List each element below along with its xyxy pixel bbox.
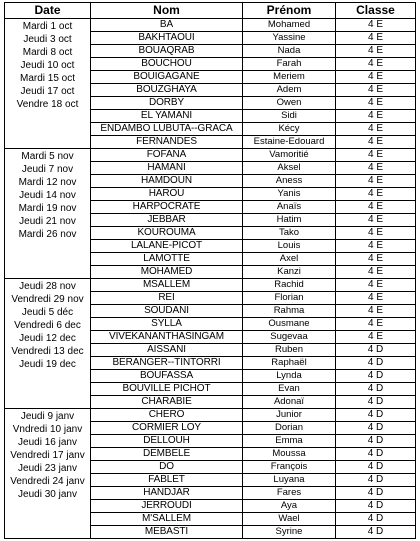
- classe-cell: 4 D: [336, 383, 416, 396]
- classe-cell: 4 E: [336, 227, 416, 240]
- date-entry: Vendredi 24 janv: [10, 476, 85, 487]
- header-classe: Classe: [336, 3, 416, 19]
- prenom-cell: Estaine-Edouard: [243, 136, 336, 149]
- nom-cell: FABLET: [91, 474, 243, 487]
- classe-cell: 4 E: [336, 318, 416, 331]
- classe-cell: 4 D: [336, 409, 416, 422]
- prenom-cell: Meriem: [243, 71, 336, 84]
- table-header: [5, 3, 416, 19]
- nom-cell: FOFANA: [91, 149, 243, 162]
- nom-cell: M'SALLEM: [91, 513, 243, 526]
- date-entry: Vendredi 13 dec: [11, 346, 84, 357]
- date-entry: Jeudi 14 nov: [19, 190, 76, 201]
- classe-cell: 4 E: [336, 58, 416, 71]
- prenom-cell: Luyana: [243, 474, 336, 487]
- date-entry: Vendre 18 oct: [16, 99, 79, 110]
- table-body: [5, 19, 416, 539]
- prenom-cell: Ousmane: [243, 318, 336, 331]
- date-cell: [5, 279, 91, 409]
- table-row: [5, 19, 416, 32]
- date-entry: Jeudi 10 oct: [20, 60, 75, 71]
- classe-cell: 4 D: [336, 500, 416, 513]
- date-entry: Mardi 15 oct: [19, 73, 76, 84]
- prenom-cell: Kécy: [243, 123, 336, 136]
- classe-cell: 4 E: [336, 71, 416, 84]
- nom-cell: MEBASTI: [91, 526, 243, 539]
- nom-cell: BOUAQRAB: [91, 45, 243, 58]
- prenom-cell: Anaïs: [243, 201, 336, 214]
- nom-cell: DELLOUH: [91, 435, 243, 448]
- prenom-cell: Fares: [243, 487, 336, 500]
- classe-cell: 4 E: [336, 188, 416, 201]
- classe-cell: 4 E: [336, 253, 416, 266]
- table-row: [5, 149, 416, 162]
- prenom-cell: Yanis: [243, 188, 336, 201]
- date-entry: Mardi 19 nov: [18, 203, 77, 214]
- classe-cell: 4 D: [336, 344, 416, 357]
- classe-cell: 4 D: [336, 422, 416, 435]
- nom-cell: BOUIGAGANE: [91, 71, 243, 84]
- nom-cell: LALANE-PICOT: [91, 240, 243, 253]
- prenom-cell: Evan: [243, 383, 336, 396]
- classe-cell: 4 D: [336, 357, 416, 370]
- nom-cell: HAMANI: [91, 162, 243, 175]
- nom-cell: CHERO: [91, 409, 243, 422]
- date-entry: Mardi 5 nov: [21, 151, 74, 162]
- nom-cell: BOUZGHAYA: [91, 84, 243, 97]
- classe-cell: 4 D: [336, 461, 416, 474]
- schedule-table: [4, 2, 416, 539]
- classe-cell: 4 E: [336, 162, 416, 175]
- nom-cell: FERNANDES: [91, 136, 243, 149]
- nom-cell: BOUCHOU: [91, 58, 243, 71]
- nom-cell: MSALLEM: [91, 279, 243, 292]
- classe-cell: 4 E: [336, 201, 416, 214]
- nom-cell: DEMBELE: [91, 448, 243, 461]
- table-row: [5, 279, 416, 292]
- prenom-cell: Owen: [243, 97, 336, 110]
- prenom-cell: Aya: [243, 500, 336, 513]
- nom-cell: VIVEKANANTHASINGAM: [91, 331, 243, 344]
- date-entry: Mardi 26 nov: [18, 229, 77, 240]
- nom-cell: REI: [91, 292, 243, 305]
- nom-cell: CORMIER LOY: [91, 422, 243, 435]
- date-cell: [5, 409, 91, 539]
- date-entry: Jeudi 12 dec: [19, 333, 76, 344]
- classe-cell: 4 E: [336, 97, 416, 110]
- table-row: [5, 409, 416, 422]
- prenom-cell: Sidi: [243, 110, 336, 123]
- nom-cell: CHARABIE: [91, 396, 243, 409]
- classe-cell: 4 D: [336, 396, 416, 409]
- nom-cell: SYLLA: [91, 318, 243, 331]
- nom-cell: BA: [91, 19, 243, 32]
- nom-cell: AISSANI: [91, 344, 243, 357]
- nom-cell: JEBBAR: [91, 214, 243, 227]
- date-entry: Jeudi 9 janv: [20, 411, 75, 422]
- date-entry: Mardi 1 oct: [22, 21, 73, 32]
- classe-cell: 4 E: [336, 305, 416, 318]
- prenom-cell: Nada: [243, 45, 336, 58]
- prenom-cell: Adonaï: [243, 396, 336, 409]
- prenom-cell: Vamoritié: [243, 149, 336, 162]
- classe-cell: 4 E: [336, 331, 416, 344]
- date-cell: [5, 19, 91, 149]
- prenom-cell: Rachid: [243, 279, 336, 292]
- date-entry: Jeudi 21 nov: [19, 216, 76, 227]
- nom-cell: HAROU: [91, 188, 243, 201]
- classe-cell: 4 D: [336, 487, 416, 500]
- classe-cell: 4 E: [336, 32, 416, 45]
- nom-cell: BOUFASSA: [91, 370, 243, 383]
- date-entry: Mardi 8 oct: [22, 47, 73, 58]
- prenom-cell: Lynda: [243, 370, 336, 383]
- nom-cell: HAMDOUN: [91, 175, 243, 188]
- prenom-cell: Dorian: [243, 422, 336, 435]
- classe-cell: 4 E: [336, 110, 416, 123]
- prenom-cell: Axel: [243, 253, 336, 266]
- nom-cell: BAKHTAOUI: [91, 32, 243, 45]
- nom-cell: LAMOTTE: [91, 253, 243, 266]
- date-entry: Jeudi 17 oct: [20, 86, 75, 97]
- date-entry: Jeudi 23 janv: [18, 463, 77, 474]
- classe-cell: 4 E: [336, 292, 416, 305]
- nom-cell: MOHAMED: [91, 266, 243, 279]
- date-entry: Vndredi 10 janv: [12, 424, 83, 435]
- prenom-cell: Yassine: [243, 32, 336, 45]
- classe-cell: 4 D: [336, 474, 416, 487]
- classe-cell: 4 D: [336, 526, 416, 539]
- nom-cell: DO: [91, 461, 243, 474]
- prenom-cell: François: [243, 461, 336, 474]
- nom-cell: SOUDANI: [91, 305, 243, 318]
- classe-cell: 4 E: [336, 19, 416, 32]
- prenom-cell: Wael: [243, 513, 336, 526]
- prenom-cell: Florian: [243, 292, 336, 305]
- prenom-cell: Hatim: [243, 214, 336, 227]
- classe-cell: 4 E: [336, 279, 416, 292]
- nom-cell: DORBY: [91, 97, 243, 110]
- nom-cell: HANDJAR: [91, 487, 243, 500]
- nom-cell: JERROUDI: [91, 500, 243, 513]
- prenom-cell: Tako: [243, 227, 336, 240]
- date-entry: Mardi 12 nov: [18, 177, 77, 188]
- prenom-cell: Louis: [243, 240, 336, 253]
- date-entry: Jeudi 30 janv: [18, 489, 77, 500]
- classe-cell: 4 E: [336, 175, 416, 188]
- date-entry: Jeudi 7 nov: [21, 164, 74, 175]
- header-row: [5, 3, 416, 19]
- date-entry: Jeudi 19 dec: [19, 359, 76, 370]
- date-entry: Jeudi 3 oct: [23, 34, 72, 45]
- prenom-cell: Mohamed: [243, 19, 336, 32]
- date-entry: Jeudi 5 déc: [21, 307, 74, 318]
- prenom-cell: Moussa: [243, 448, 336, 461]
- classe-cell: 4 D: [336, 435, 416, 448]
- nom-cell: BERANGER--TINTORRI: [91, 357, 243, 370]
- nom-cell: BOUVILLE PICHOT: [91, 383, 243, 396]
- header-date: Date: [5, 3, 91, 19]
- prenom-cell: Sugevaa: [243, 331, 336, 344]
- prenom-cell: Junior: [243, 409, 336, 422]
- nom-cell: EL YAMANI: [91, 110, 243, 123]
- classe-cell: 4 E: [336, 214, 416, 227]
- prenom-cell: Ruben: [243, 344, 336, 357]
- classe-cell: 4 D: [336, 513, 416, 526]
- classe-cell: 4 E: [336, 240, 416, 253]
- header-prenom: Prénom: [243, 3, 336, 19]
- nom-cell: HARPOCRATE: [91, 201, 243, 214]
- prenom-cell: Syrine: [243, 526, 336, 539]
- prenom-cell: Kanzi: [243, 266, 336, 279]
- date-entry: Vendredi 29 nov: [11, 294, 84, 305]
- nom-cell: ENDAMBO LUBUTA--GRACA: [91, 123, 243, 136]
- classe-cell: 4 E: [336, 45, 416, 58]
- date-entry: Jeudi 16 janv: [18, 437, 77, 448]
- classe-cell: 4 E: [336, 123, 416, 136]
- prenom-cell: Emma: [243, 435, 336, 448]
- prenom-cell: Farah: [243, 58, 336, 71]
- classe-cell: 4 E: [336, 84, 416, 97]
- date-entry: Jeudi 28 nov: [19, 281, 76, 292]
- classe-cell: 4 E: [336, 136, 416, 149]
- header-nom: Nom: [91, 3, 243, 19]
- prenom-cell: Adem: [243, 84, 336, 97]
- prenom-cell: Aness: [243, 175, 336, 188]
- nom-cell: KOUROUMA: [91, 227, 243, 240]
- prenom-cell: Aksel: [243, 162, 336, 175]
- classe-cell: 4 D: [336, 448, 416, 461]
- classe-cell: 4 E: [336, 266, 416, 279]
- classe-cell: 4 D: [336, 370, 416, 383]
- date-entry: Vendredi 17 janv: [10, 450, 85, 461]
- prenom-cell: Raphaël: [243, 357, 336, 370]
- classe-cell: 4 E: [336, 149, 416, 162]
- date-entry: Vendredi 6 dec: [14, 320, 81, 331]
- prenom-cell: Rahma: [243, 305, 336, 318]
- date-cell: [5, 149, 91, 279]
